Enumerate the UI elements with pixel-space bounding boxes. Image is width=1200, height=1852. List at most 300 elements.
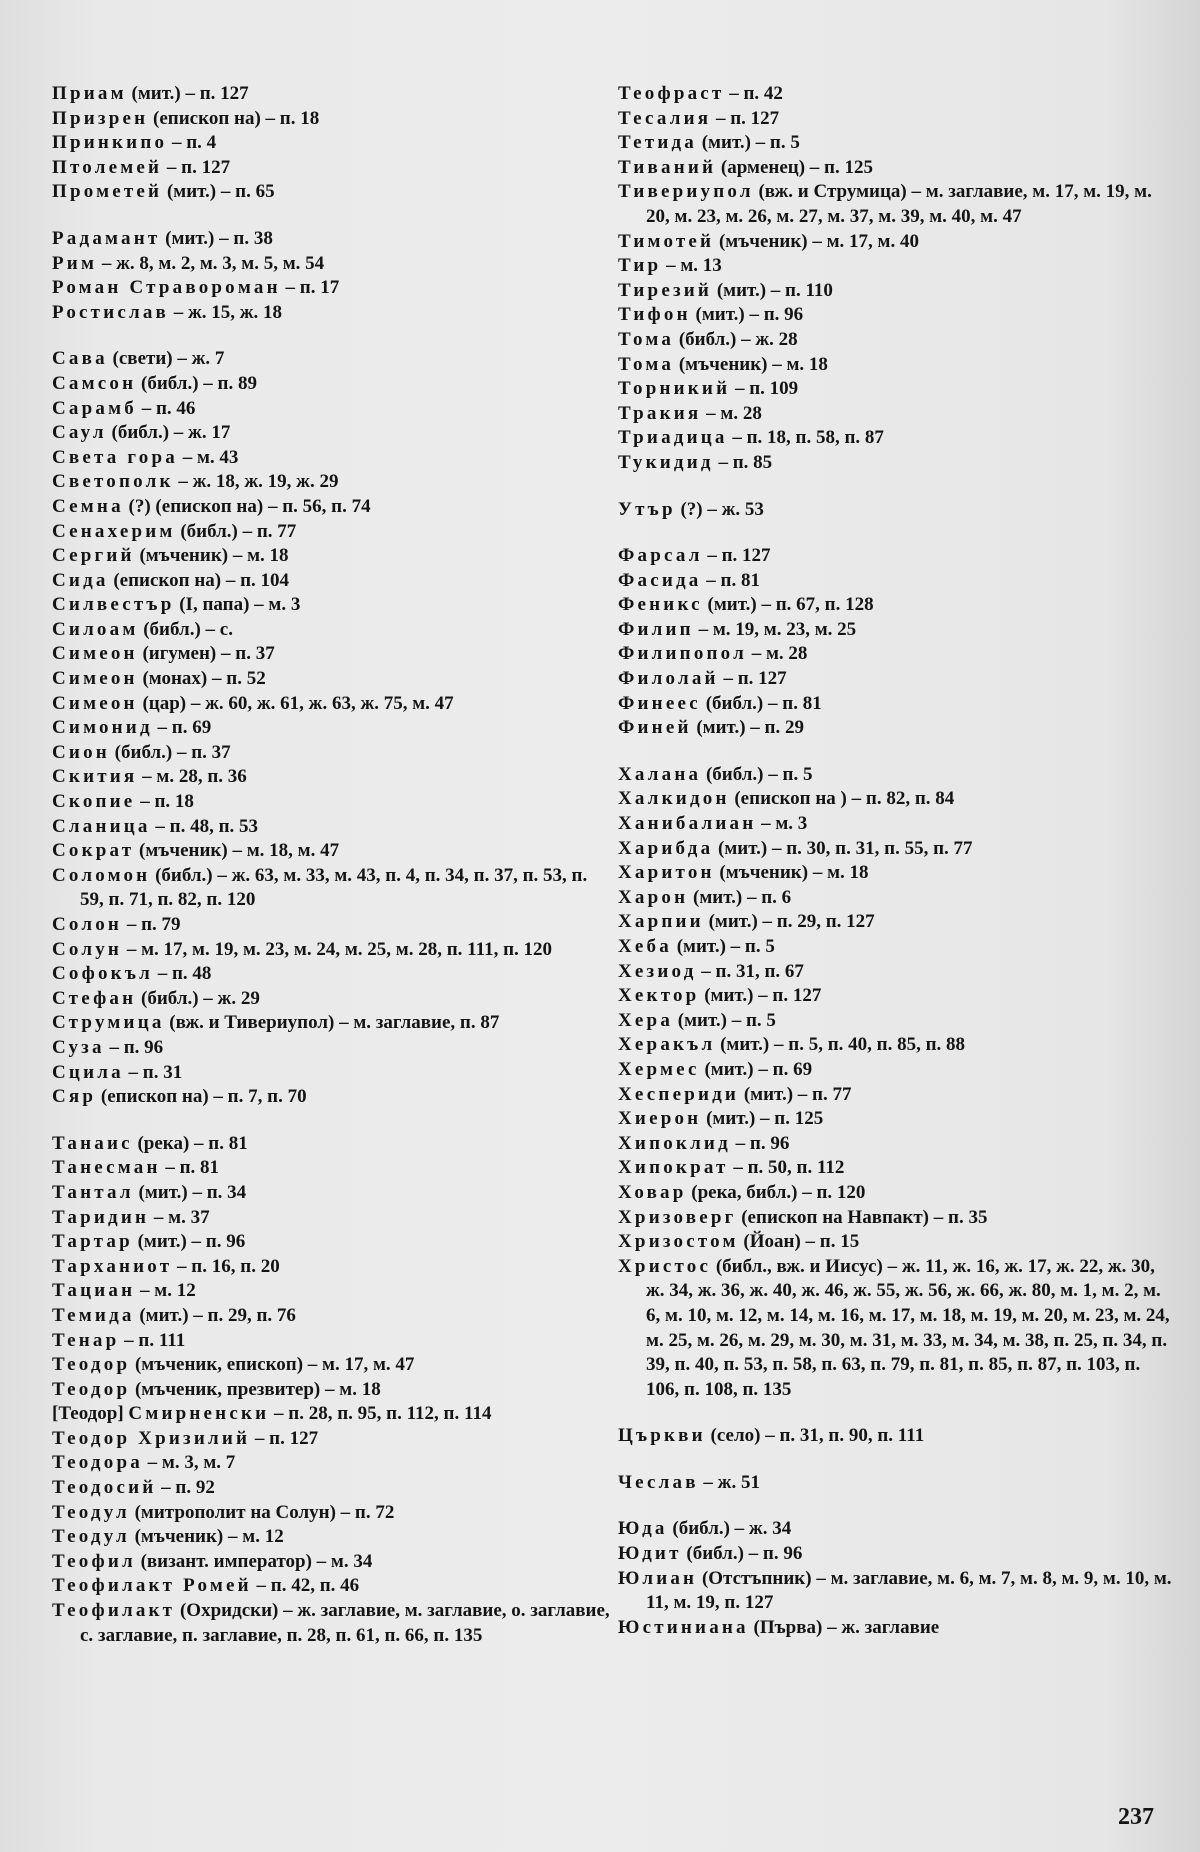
index-entry [618,544,1178,569]
index-entry-references: (мит.) – п. 5 [673,1009,776,1031]
index-entry-headword: Фарсал [618,545,703,567]
index-entry-headword: Сяр [52,1086,97,1108]
index-entry-references: – п. 96 [104,1036,164,1058]
index-entry-headword: Тартар [52,1231,133,1253]
index-entry [618,1083,1178,1108]
index-entry [618,763,1178,788]
index-entry [52,1181,612,1206]
index-entry-references: (мъченик, епископ) – м. 17, м. 47 [130,1354,415,1376]
index-entry-headword: Тенар [52,1329,120,1351]
index-entry [52,1036,612,1061]
index-entry [52,544,612,569]
index-entry-references: (библ.) – ж. 17 [106,422,231,444]
index-entry-references: – ж. 51 [698,1471,760,1493]
index-entry [52,1156,612,1181]
index-entry-references: (мит.) – п. 38 [160,227,273,249]
index-entry-headword: Тома [618,328,675,350]
index-entry-headword: Хипоклид [618,1132,731,1154]
index-entry-headword: Рим [52,252,98,274]
index-entry-headword: Теодул [52,1501,130,1523]
index-entry-headword: Хеспериди [618,1083,740,1105]
index-entry-references: (мит.) – п. 29, п. 76 [134,1304,296,1326]
index-entry-headword: Саул [52,422,107,444]
index-entry-references: (свети) – ж. 7 [107,348,225,370]
index-entry-references: (мит.) – п. 77 [739,1083,852,1105]
index-entry-references: (библ.) – ж. 34 [667,1518,792,1540]
index-entry [618,812,1178,837]
index-entry-headword: Сергий [52,545,135,567]
index-entry-headword: Утър [618,498,676,520]
index-entry-references: (вж. и Струмица) – м. заглавие, м. 17, м. 19, м. 20, м. 23, м. 26, м. 27, м. 37, м. 39, м. 40, м. 47 [646,181,1152,227]
index-entry-headword: Църкви [618,1425,706,1447]
index-entry [618,787,1178,812]
index-entry [52,741,612,766]
index-entry-references: – п. 81 [160,1157,220,1179]
index-entry [618,107,1178,132]
index-entry-headword: Семна [52,495,124,517]
index-entry [52,1550,612,1575]
index-entry-headword: Юлиан [618,1567,698,1589]
index-entry-headword: Харитон [618,862,715,884]
index-entry-references: – п. 18 [135,791,194,813]
index-entry-headword: Чеслав [618,1471,699,1493]
index-entry-headword: Скития [52,766,138,788]
index-entry [618,498,1178,523]
index-entry-references: – м. 19, м. 23, м. 25 [693,618,857,640]
index-entry [618,692,1178,717]
index-entry [52,1476,612,1501]
index-entry [618,279,1178,304]
index-entry-headword: Теофилакт [52,1600,176,1622]
index-entry-references: (река, библ.) – п. 120 [686,1181,866,1203]
index-entry-headword: Тукидид [618,451,714,473]
index-entry-references: (епископ на) – п. 104 [108,569,290,591]
index-entry-references: – м. 28 [746,643,808,665]
index-entry-references: (мит.) – п. 5 [696,132,800,154]
index-entry-headword: Танаис [52,1132,133,1154]
index-entry-references: – п. 31 [123,1061,183,1083]
index-column-right [618,82,1178,1640]
index-entry-headword: Сион [52,741,110,763]
index-entry-references: (мит.) – п. 34 [133,1181,247,1203]
index-entry [618,402,1178,427]
index-entry-references: (мъченик) – м. 18 [674,353,828,375]
index-entry-headword: Филолай [618,668,719,690]
index-entry-headword: Тир [618,255,662,277]
index-entry [52,1230,612,1255]
index-entry-references: – п. 127 [702,545,771,567]
index-entry-headword: Соломон [52,864,151,886]
index-entry-references: – п. 4 [167,132,217,154]
index-entry [52,276,612,301]
index-entry [618,960,1178,985]
index-entry-headword: Тиваний [618,156,717,178]
index-entry [52,962,612,987]
index-entry-headword: Сланица [52,815,151,837]
index-entry-references: (библ., вж. и Иисус) – ж. 11, ж. 16, ж. 17, ж. 22, ж. 30, ж. 34, ж. 36, ж. 40, ж. 46, ж. 55, ж. 56, ж. 66, ж. 80, м. 1, м. 2, м. 6, м. 10, м. 12, м. 14, м. 16, м. 17, м. 18, м. 19, м. 20, м. 23, м. 24, м. 25, м. 26, м. 29, м. 30, м. 31, м. 33, м. 34, м. 38, п. 25, п. 34, п. 39, п. 40, п. 53, п. 58, п. 63, п. 79, п. 81, п. 85, п. 87, п. 103, п. 106, п. 108, п. 135 [646,1255,1170,1400]
index-entry [52,227,612,252]
index-entry [618,156,1178,181]
index-entry-headword: Филип [618,618,694,640]
index-entry-headword: Теофилакт Ромей [52,1575,252,1597]
index-entry-headword: Ростислав [52,301,169,323]
index-entry [618,886,1178,911]
index-entry-references: – ж. 8, м. 2, м. 3, м. 5, м. 54 [97,252,325,274]
index-entry [52,1061,612,1086]
index-entry-headword: Хиерон [618,1108,702,1130]
index-entry-references: (?) (епископ на) – п. 56, п. 74 [123,495,371,517]
index-entry [618,861,1178,886]
index-entry-references: – п. 81 [701,569,760,591]
index-entry-references: – п. 17 [280,277,340,299]
index-entry-headword: Теодор Хризилий [52,1427,251,1449]
index-entry-references: (мит.) – п. 30, п. 31, п. 55, п. 77 [713,837,973,859]
index-entry-references: – п. 96 [730,1132,790,1154]
index-entry-references: (мит.) – п. 29, п. 127 [703,911,875,933]
index-entry [52,495,612,520]
index-entry-references: (мъченик) – м. 12 [129,1526,284,1548]
index-entry-references: (библ.) – с. [138,618,233,640]
index-entry-references: (визант. император) – м. 34 [135,1550,373,1572]
index-entry [618,426,1178,451]
index-entry-references: – п. 109 [730,378,799,400]
index-entry-references: (библ.) – п. 5 [701,763,813,785]
index-entry [618,254,1178,279]
index-entry [618,1009,1178,1034]
index-entry-references: (Първа) – ж. заглавие [748,1616,940,1638]
index-entry-headword: Финей [618,717,692,739]
index-entry-headword: Хеба [618,936,672,957]
index-entry [618,1424,1178,1449]
index-entry-references: (библ.) – ж. 29 [136,987,260,1009]
index-entry-headword: Юстиниана [618,1616,749,1638]
index-entry-headword: Сава [52,348,108,370]
index-entry-references: (библ.) – п. 96 [681,1543,803,1565]
index-entry-references: (библ.) – п. 81 [700,692,822,714]
index-entry-headword: Радамант [52,227,161,249]
index-entry-headword: Хипократ [618,1157,729,1179]
index-entry-references: – п. 18, п. 58, п. 87 [727,427,884,449]
index-entry-references: (мит.) – п. 69 [699,1058,813,1080]
index-entry-headword: Силвестър [52,594,175,616]
index-entry-references: (мъченик) – м. 18, м. 47 [134,840,340,862]
index-entry-headword: Роман Страворoман [52,277,281,299]
index-entry-references: – п. 69 [152,717,212,739]
index-entry-references: – п. 16, п. 20 [172,1255,280,1277]
index-entry [618,910,1178,935]
index-entry-references: – п. 111 [119,1329,186,1351]
index-entry-headword: Фасида [618,569,702,591]
index-entry-references: – п. 42, п. 46 [251,1575,360,1597]
page-number: 237 [1118,1804,1154,1830]
index-entry-references: – ж. 15, ж. 18 [169,301,283,323]
index-entry [618,353,1178,378]
index-entry-references: (митрополит на Солун) – п. 72 [129,1501,395,1523]
index-entry-headword: Тифон [618,304,691,326]
index-entry-headword: Призрен [52,107,149,129]
index-entry [52,1132,612,1157]
index-entry-references: (мит.) – п. 6 [688,886,792,908]
index-entry [52,131,612,156]
index-entry-references: – м. 43 [177,446,239,468]
index-entry [52,1574,612,1599]
index-entry-references: – м. 28 [701,402,762,424]
index-entry [618,1107,1178,1132]
index-entry [52,1085,612,1110]
index-entry-headword: Херакъл [618,1034,716,1056]
index-entry-headword: Теодора [52,1452,143,1474]
index-entry-references: (библ.) – п. 89 [136,372,257,394]
index-entry [52,1378,612,1403]
index-entry-headword: Сарамб [52,397,137,419]
index-entry-headword: Торникий [618,378,731,400]
index-entry [618,984,1178,1009]
index-entry [618,618,1178,643]
index-entry [618,935,1178,960]
index-entry-headword: Скопие [52,791,136,813]
index-entry [618,1058,1178,1083]
index-entry-references: (Йоан) – п. 15 [738,1231,860,1253]
index-entry [52,716,612,741]
index-entry [618,1033,1178,1058]
index-entry-headword: Хезиод [618,960,697,982]
index-entry [618,451,1178,476]
index-entry-references: (мит.) – п. 127 [126,83,249,104]
index-entry-references: (цар) – ж. 60, ж. 61, ж. 63, ж. 75, м. 47 [137,692,454,714]
index-entry-headword: Теофил [52,1550,136,1572]
index-entry [618,716,1178,741]
index-entry [52,692,612,717]
index-entry [52,1279,612,1304]
index-entry [52,938,612,963]
index-entry-headword: Солон [52,914,123,935]
index-entry-references: (мит.) – п. 125 [701,1108,824,1130]
index-entry-references: (епископ на ) – п. 82, п. 84 [729,788,955,810]
index-entry [618,1255,1178,1403]
index-entry-references: (Охридски) – ж. заглавие, м. заглавие, о. заглавие, с. заглавие, п. заглавие, п. 28, п. 61, п. 66, п. 135 [80,1600,610,1646]
index-entry-references: – п. 50, п. 112 [728,1157,845,1179]
index-entry [52,839,612,864]
index-entry-references: (Отстъпник) – м. заглавие, м. 6, м. 7, м. 8, м. 9, м. 10, м. 11, м. 19, п. 127 [646,1567,1172,1614]
index-entry [52,1402,612,1427]
index-entry-references: (мит.) – п. 67, п. 128 [702,594,874,616]
index-entry [52,1255,612,1280]
index-entry-references: (мит.) – п. 96 [690,304,804,326]
index-entry [52,1525,612,1550]
index-entry-references: (река) – п. 81 [132,1132,248,1154]
index-entry-headword: Принкипо [52,132,168,154]
index-entry [52,301,612,326]
index-entry-headword: Птолемей [52,156,163,178]
index-entry [52,347,612,372]
index-entry [618,1206,1178,1231]
index-entry [52,618,612,643]
index-entry [618,82,1178,107]
index-entry [52,107,612,132]
index-entry [618,303,1178,328]
index-entry [618,1471,1178,1496]
index-entry-references: (мит.) – п. 65 [162,181,275,203]
index-entry [52,156,612,181]
index-entry-references: – п. 48, п. 53 [150,815,259,837]
index-entry-references: (епископ на) – п. 7, п. 70 [96,1086,307,1108]
index-entry-references: (мит.) – п. 29 [691,717,804,739]
index-entry-headword: Хризостом [618,1231,739,1253]
index-entry-headword: Харон [618,886,689,908]
index-entry-references: – п. 127 [711,107,780,129]
index-entry-headword: Теодор [52,1354,131,1376]
index-entry-references: – м. 3 [756,813,808,835]
index-column-left [52,82,612,1648]
index-entry-headword: Теофраст [618,83,725,104]
index-entry-headword: Силоам [52,618,139,640]
index-entry-references: – м. 17, м. 19, м. 23, м. 24, м. 25, м. 28, п. 111, п. 120 [122,938,553,960]
index-entry-headword: Тирезий [618,279,713,301]
index-entry [52,1599,612,1648]
index-entry-headword: Феникс [618,594,703,616]
index-entry [52,1501,612,1526]
index-entry [52,520,612,545]
index-entry-headword: Танесман [52,1157,161,1179]
index-entry-references: (библ.) – п. 77 [175,520,297,542]
index-entry-references: – п. 46 [136,397,196,419]
index-entry [52,790,612,815]
index-entry [52,667,612,692]
index-entry-headword: Триадица [618,427,728,449]
index-entry-references: – м. 12 [135,1280,196,1302]
index-entry-headword: Тантал [52,1181,134,1203]
index-entry-references: (библ.) – ж. 28 [674,328,798,350]
index-entry-headword: Сократ [52,840,135,862]
index-entry-headword: Струмица [52,1012,165,1034]
index-entry [52,642,612,667]
index-entry [52,1329,612,1354]
index-entry [52,180,612,205]
index-entry [52,82,612,107]
index-entry [52,252,612,277]
index-entry-headword: Сцила [52,1061,124,1083]
index-entry-headword: Сида [52,569,109,591]
index-entry-headword: Халана [618,763,702,785]
index-entry-references: (?) – ж. 53 [675,498,764,520]
index-entry-headword: Теодул [52,1526,130,1548]
index-entry-headword: Стефан [52,987,137,1009]
index-entry-references: – м. 3, м. 7 [142,1452,236,1474]
index-entry [52,913,612,938]
index-entry [618,377,1178,402]
index-entry-headword: Софокъл [52,963,153,985]
index-entry-references: (мит.) – п. 5 [671,936,775,957]
index-entry-headword: Хермес [618,1058,700,1080]
index-entry-headword: Симеон [52,668,138,690]
index-entry-references: – м. 13 [661,255,722,277]
index-entry-headword: Симеон [52,643,138,665]
index-entry-headword: Смирненски [128,1403,270,1425]
index-entry-headword: Симонид [52,717,153,739]
index-entry-references: (мъченик) – м. 18 [714,862,869,884]
index-entry-references: (мъченик) – м. 18 [134,545,289,567]
index-entry-headword: Теодосий [52,1477,157,1499]
index-entry-headword: Тесалия [618,107,712,129]
index-entry-references: – м. 37 [149,1206,210,1228]
index-entry-references: (епископ на) – п. 18 [148,107,320,129]
index-entry-references: – п. 42 [724,83,783,104]
index-entry-references: (мъченик, презвитер) – м. 18 [130,1378,381,1400]
index-entry-headword: Теодор [52,1378,131,1400]
index-entry-references: – п. 92 [156,1477,215,1499]
index-entry [52,987,612,1012]
index-entry-references: (епископ на Навпакт) – п. 35 [736,1206,988,1228]
index-entry-prefix: [Теодор] [52,1403,129,1425]
index-entry [618,131,1178,156]
index-entry [52,765,612,790]
index-entry-headword: Хера [618,1009,674,1031]
index-entry-references: (монах) – п. 52 [137,668,266,690]
index-entry [618,1230,1178,1255]
index-entry-headword: Тракия [618,402,702,424]
index-entry [618,1181,1178,1206]
index-entry-headword: Самсон [52,372,137,394]
index-entry-headword: Прометей [52,181,163,203]
index-entry-headword: Таридин [52,1206,150,1228]
index-entry [52,1206,612,1231]
index-entry-references: (мит.) – п. 127 [699,985,822,1007]
index-entry-references: (село) – п. 31, п. 90, п. 111 [705,1425,925,1447]
index-entry-headword: Тимотей [618,230,715,252]
index-entry-headword: Ханибалиан [618,813,757,835]
index-entry [52,593,612,618]
index-entry-headword: Халкидон [618,788,730,810]
index-entry-headword: Юдит [618,1543,682,1565]
index-entry [618,1132,1178,1157]
index-entry-references: (мит.) – п. 96 [132,1231,246,1253]
index-entry-references: – п. 28, п. 95, п. 112, п. 114 [269,1403,492,1425]
index-entry-references: – п. 127 [250,1427,319,1449]
index-entry-headword: Тома [618,353,675,375]
index-entry-headword: Светополк [52,471,174,493]
index-entry [52,1427,612,1452]
index-entry-references: (мит.) – п. 5, п. 40, п. 85, п. 88 [715,1034,966,1056]
index-entry [52,372,612,397]
index-entry-references: – п. 85 [713,451,773,473]
index-entry-headword: Суза [52,1036,105,1058]
index-entry [618,1542,1178,1567]
index-entry [618,569,1178,594]
index-entry-headword: Христос [618,1255,712,1277]
index-entry [52,569,612,594]
index-entry-references: – ж. 18, ж. 19, ж. 29 [173,471,339,493]
index-entry-references: – п. 31, п. 67 [696,960,804,982]
index-entry [52,1451,612,1476]
index-entry-headword: Солун [52,938,123,960]
index-entry-references: (арменец) – п. 125 [716,156,873,178]
index-entry [52,815,612,840]
index-entry [52,1304,612,1329]
index-entry [52,1353,612,1378]
index-entry [618,593,1178,618]
index-entry-headword: Тарханиот [52,1255,173,1277]
index-entry-references: (мит.) – п. 110 [712,279,833,301]
index-entry-references: (библ.) – п. 37 [109,741,231,763]
index-entry [618,667,1178,692]
index-entry-headword: Тациан [52,1280,136,1302]
index-entry-references: (библ.) – ж. 63, м. 33, м. 43, п. 4, п. 34, п. 37, п. 53, п. 59, п. 71, п. 82, п. 120 [80,864,588,911]
index-entry-references: (мъченик) – м. 17, м. 40 [714,230,920,252]
index-entry [618,1517,1178,1542]
index-entry-headword: Хектор [618,985,700,1007]
index-entry-references: – м. 28, п. 36 [137,766,247,788]
index-entry-headword: Тивериупол [618,181,754,203]
